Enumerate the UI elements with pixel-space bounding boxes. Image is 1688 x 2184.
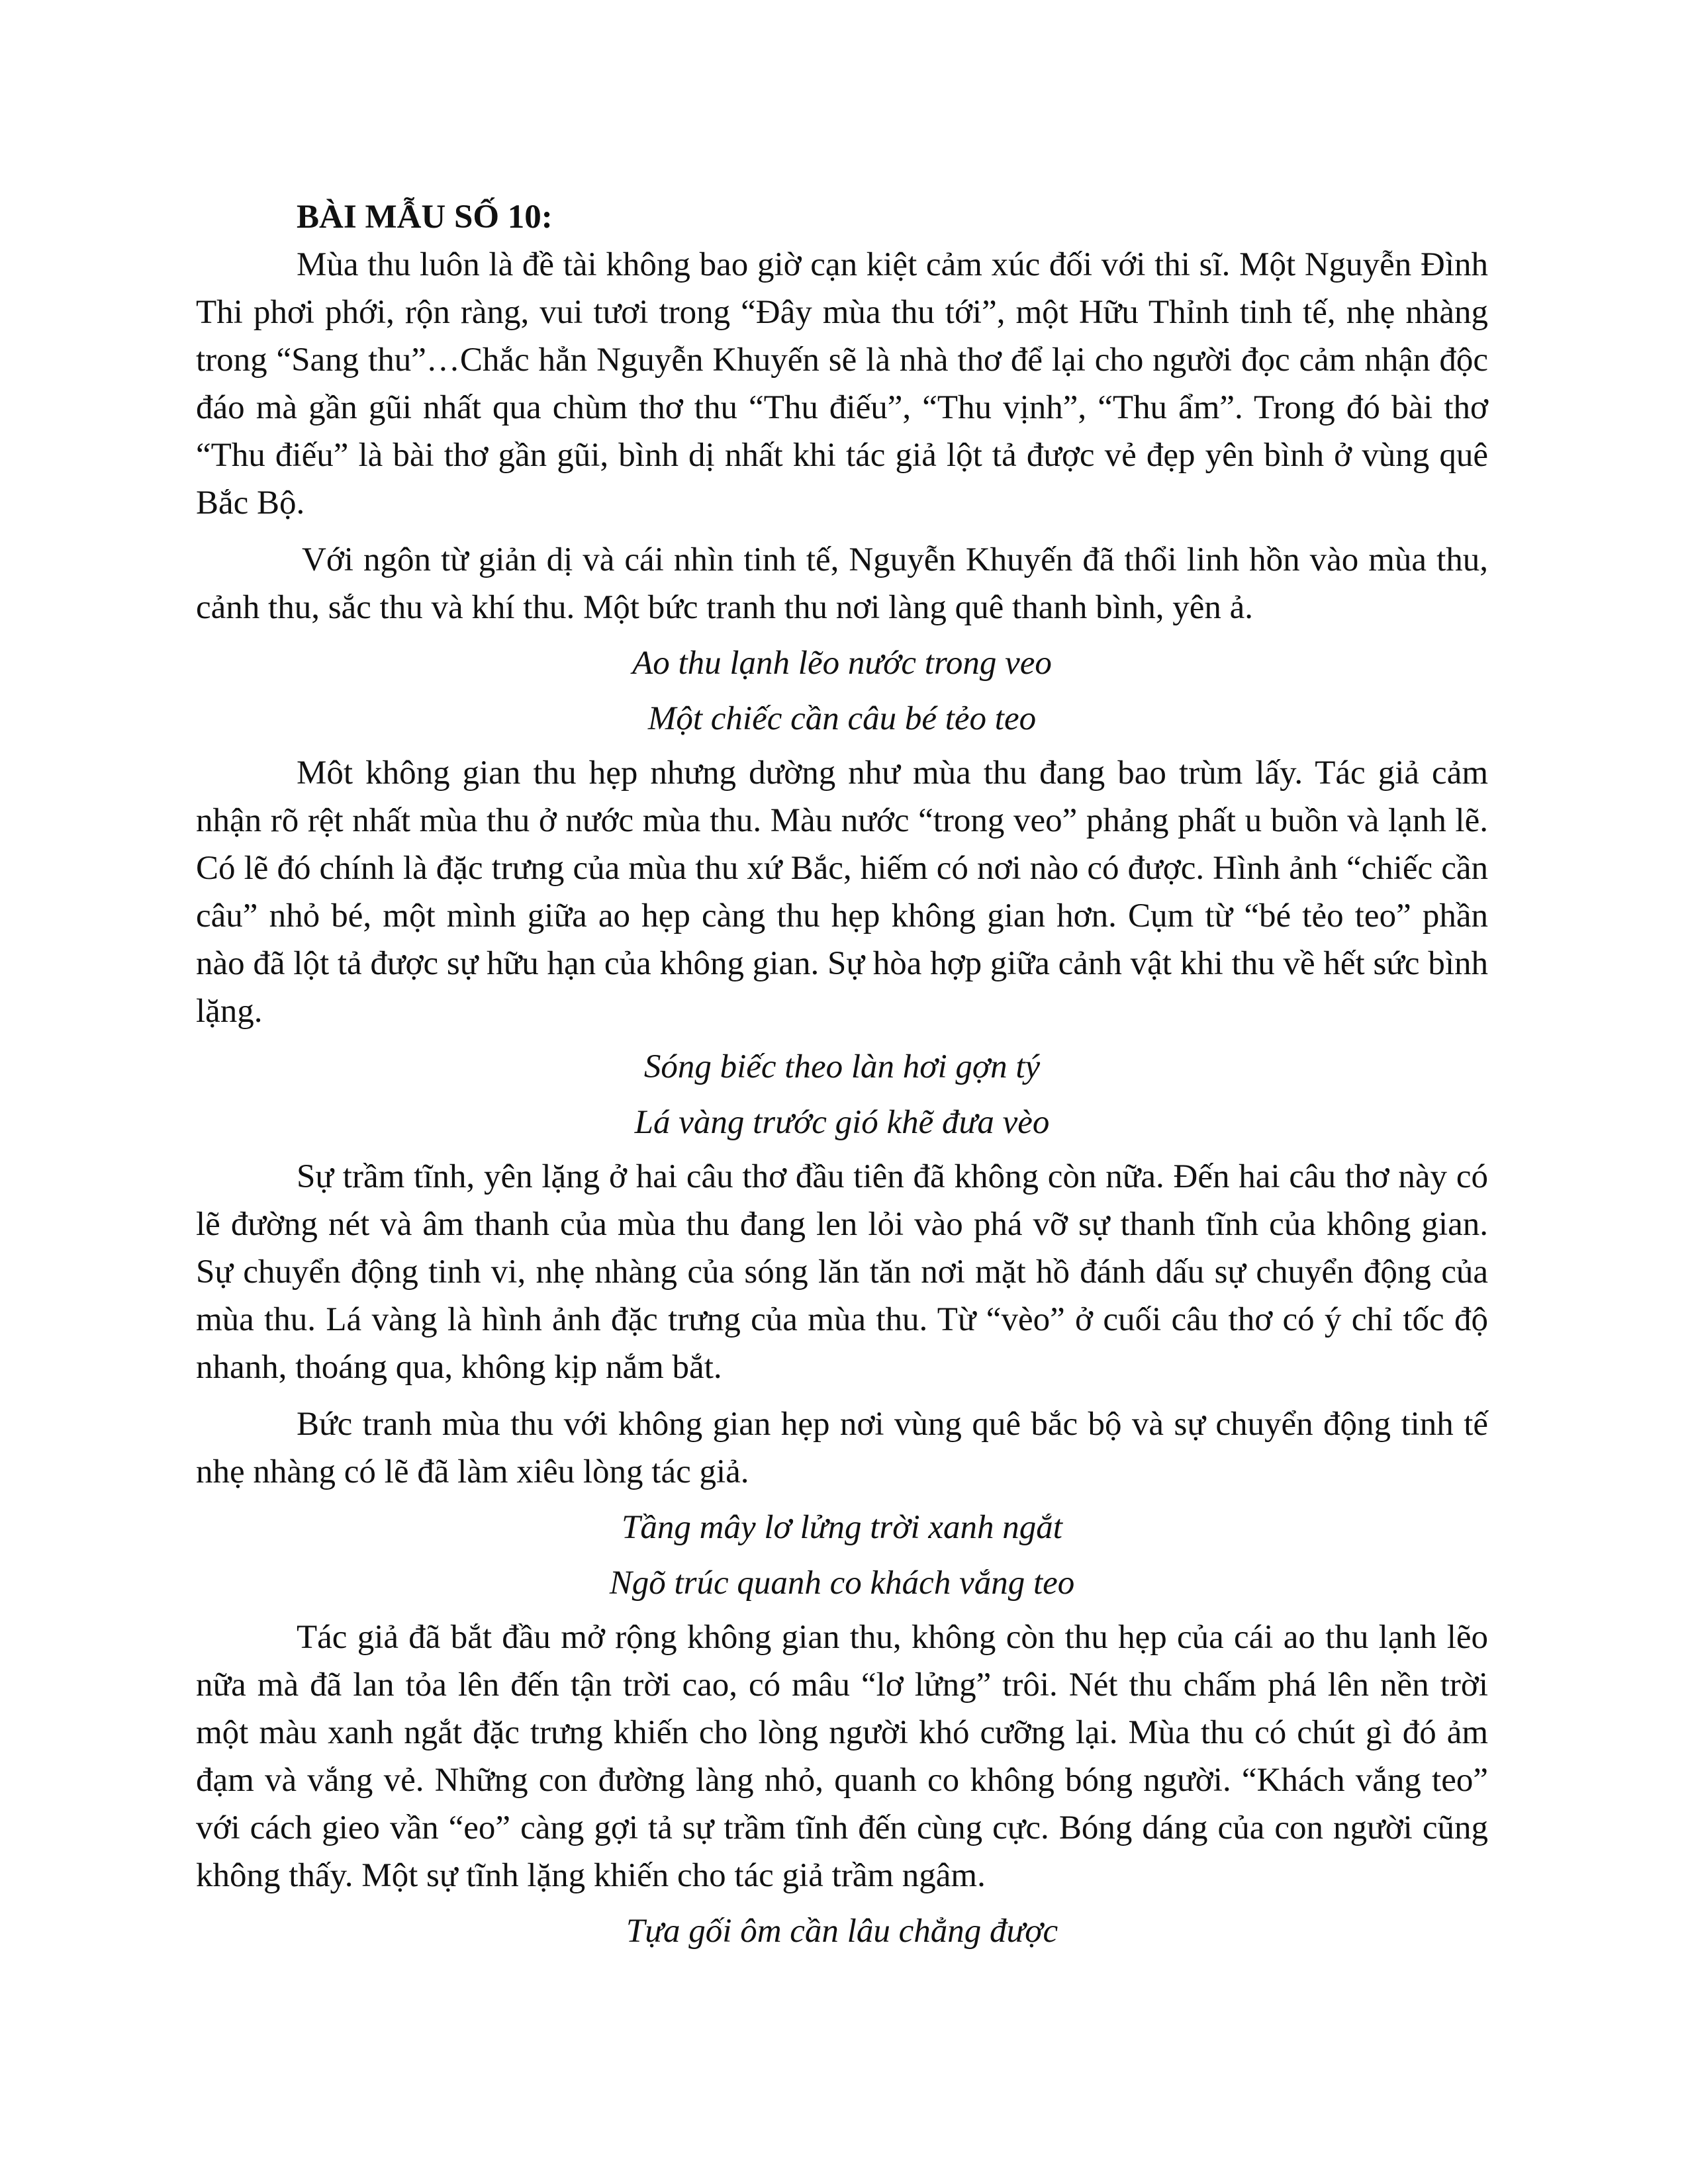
paragraph: Tác giả đã bắt đầu mở rộng không gian thu, không còn thu hẹp của cái ao thu lạnh lẽo nữa mà đã lan tỏa lên đến tận trời cao, có mâu “lơ lửng” trôi. Nét thu chấm phá lên nền trời một màu xanh ngắt đặc trưng khiến cho lòng người khó cưỡng lại. Mùa thu có chút gì đó ảm đạm và vắng vẻ. Những con đường làng nhỏ, quanh co không bóng người. “Khách vắng teo” với cách gieo vần “eo” càng gợi tả sự trầm tĩnh đến cùng cực. Bóng dáng của con người cũng không thấy. Một sự tĩnh lặng khiến cho tác giả trầm ngâm. (196, 1619, 1488, 1894)
poem-line: Tựa gối ôm cần lâu chẳng được (626, 1913, 1058, 1950)
poem-line: Lá vàng trước gió khẽ đưa vèo (634, 1104, 1050, 1141)
document-body (196, 193, 1488, 1955)
poem-line: Sóng biếc theo làn hơi gợn tý (643, 1048, 1041, 1085)
poem-line: Tầng mây lơ lửng trời xanh ngắt (622, 1509, 1062, 1546)
paragraph: Sự trầm tĩnh, yên lặng ở hai câu thơ đầu tiên đã không còn nữa. Đến hai câu thơ này có lẽ đường nét và âm thanh của mùa thu đang len lỏi vào phá vỡ sự thanh tĩnh của không gian. Sự chuyển động tinh vi, nhẹ nhàng của sóng lăn tăn nơi mặt hồ đánh dấu sự chuyển động của mùa thu. Lá vàng là hình ảnh đặc trưng của mùa thu. Từ “vèo” ở cuối câu thơ có ý chỉ tốc độ nhanh, thoáng qua, không kịp nắm bắt. (196, 1158, 1488, 1386)
paragraph: Bức tranh mùa thu với không gian hẹp nơi vùng quê bắc bộ và sự chuyển động tinh tế nhẹ nhàng có lẽ đã làm xiêu lòng tác giả. (196, 1406, 1488, 1490)
paragraph: Với ngôn từ giản dị và cái nhìn tinh tế, Nguyễn Khuyến đã thổi linh hồn vào mùa thu, cảnh thu, sắc thu và khí thu. Một bức tranh thu nơi làng quê thanh bình, yên ả. (196, 541, 1488, 626)
poem-line: Một chiếc cần câu bé tẻo teo (647, 700, 1037, 737)
section-heading: BÀI MẪU SỐ 10: (297, 199, 553, 236)
intro-paragraph: Mùa thu luôn là đề tài không bao giờ cạn kiệt cảm xúc đối với thi sĩ. Một Nguyễn Đình Thi phơi phới, rộn ràng, vui tươi trong “Đây mùa thu tới”, một Hữu Thỉnh tinh tế, nhẹ nhàng trong “Sang thu”…Chắc hẳn Nguyễn Khuyến sẽ là nhà thơ để lại cho người đọc cảm nhận độc đáo mà gần gũi nhất qua chùm thơ thu “Thu điếu”, “Thu vịnh”, “Thu ẩm”. Trong đó bài thơ “Thu điếu” là bài thơ gần gũi, bình dị nhất khi tác giả lột tả được vẻ đẹp yên bình ở vùng quê Bắc Bộ. (196, 246, 1488, 522)
poem-line: Ngõ trúc quanh co khách vắng teo (609, 1565, 1075, 1602)
poem-line: Ao thu lạnh lẽo nước trong veo (632, 645, 1052, 682)
paragraph: Môt không gian thu hẹp nhưng dường như mùa thu đang bao trùm lấy. Tác giả cảm nhận rõ rệt nhất mùa thu ở nước mùa thu. Màu nước “trong veo” phảng phất u buồn và lạnh lẽ. Có lẽ đó chính là đặc trưng của mùa thu xứ Bắc, hiếm có nơi nào có được. Hình ảnh “chiếc cần câu” nhỏ bé, một mình giữa ao hẹp càng thu hẹp không gian hơn. Cụm từ “bé tẻo teo” phần nào đã lột tả được sự hữu hạn của không gian. Sự hòa hợp giữa cảnh vật khi thu về hết sức bình lặng. (196, 754, 1488, 1030)
